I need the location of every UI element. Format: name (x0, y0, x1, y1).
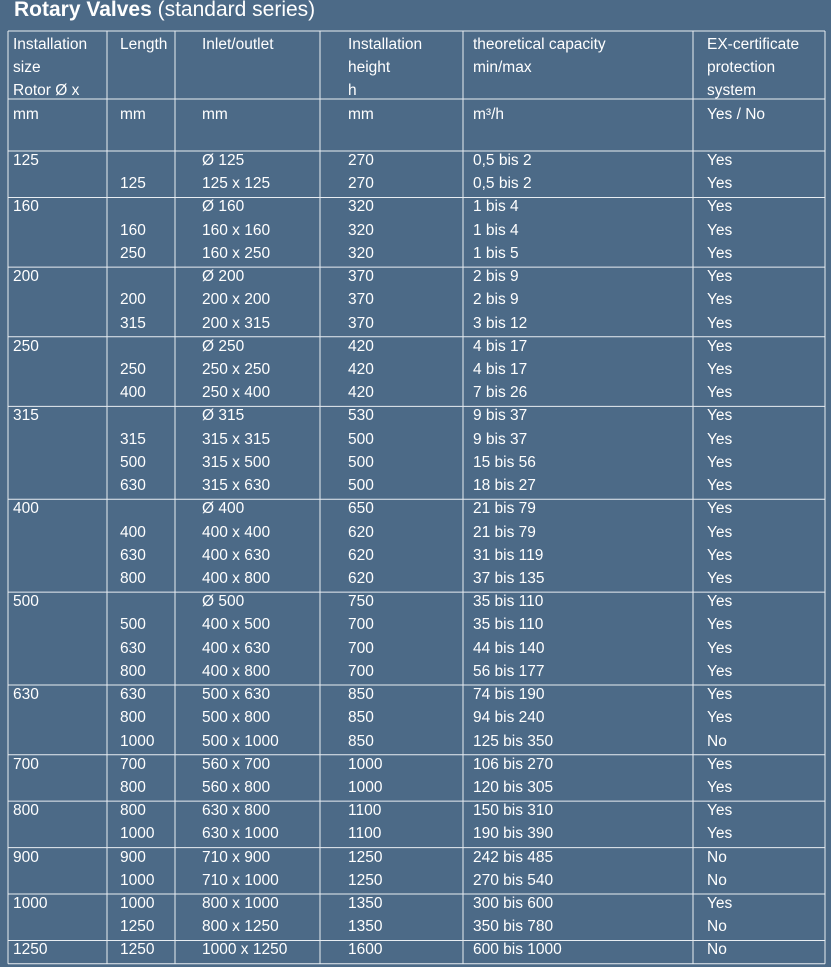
capacity-cell: 106 bis 270 (473, 755, 554, 773)
capacity-cell: 2 bis 9 (473, 291, 519, 309)
capacity-cell: 35 bis 110 (473, 616, 544, 634)
capacity-cell: 2 bis 9 (473, 268, 519, 286)
height-cell: 370 (348, 268, 374, 286)
height-cell: 500 (348, 430, 374, 448)
capacity-cell: 94 bis 240 (473, 709, 545, 727)
ex-cell: Yes (707, 430, 733, 448)
inlet-cell: 1000 x 1250 (202, 941, 288, 959)
ex-cell: Yes (707, 198, 733, 216)
size-cell: 1250 (13, 941, 48, 959)
capacity-cell: 600 bis 1000 (473, 941, 562, 959)
height-cell: 320 (348, 221, 374, 239)
header-height-line: height (348, 59, 391, 76)
ex-cell: Yes (707, 802, 733, 820)
height-cell: 850 (348, 686, 374, 704)
length-cell: 315 (120, 314, 146, 332)
header-ex-line: protection (707, 59, 776, 76)
inlet-cell: Ø 125 (202, 152, 245, 169)
length-cell: 700 (120, 755, 146, 773)
capacity-cell: 21 bis 79 (473, 500, 536, 518)
inlet-cell: Ø 400 (202, 500, 245, 518)
height-cell: 1000 (348, 755, 383, 773)
inlet-cell: Ø 500 (202, 593, 245, 611)
header-height-line: Installation (348, 36, 423, 53)
length-cell: 800 (120, 778, 146, 796)
height-cell: 1100 (348, 802, 382, 820)
length-cell: 250 (120, 360, 146, 378)
ex-cell: Yes (707, 360, 733, 378)
capacity-cell: 9 bis 37 (473, 430, 528, 448)
length-cell: 630 (120, 639, 146, 657)
ex-cell: Yes (707, 662, 733, 680)
inlet-cell: 125 x 125 (202, 175, 271, 193)
inlet-cell: 200 x 315 (202, 314, 271, 332)
inlet-cell: 710 x 1000 (202, 871, 279, 889)
length-cell: 500 (120, 616, 146, 634)
capacity-cell: 56 bis 177 (473, 662, 545, 680)
inlet-cell: 630 x 1000 (202, 825, 279, 843)
length-cell: 1250 (120, 918, 155, 936)
ex-cell: Yes (707, 686, 733, 704)
header-height-line: h (348, 82, 357, 99)
inlet-cell: 315 x 500 (202, 453, 271, 471)
inlet-cell: Ø 315 (202, 407, 245, 425)
inlet-cell: 500 x 1000 (202, 732, 279, 750)
size-cell: 400 (13, 500, 39, 518)
length-cell: 160 (120, 221, 146, 239)
capacity-cell: 4 bis 17 (473, 360, 528, 378)
inlet-cell: 500 x 630 (202, 686, 271, 704)
capacity-cell: 1 bis 4 (473, 198, 519, 216)
size-cell: 700 (13, 755, 39, 773)
inlet-cell: 315 x 315 (202, 430, 271, 448)
ex-cell: Yes (707, 453, 733, 471)
header-length-line: Length (120, 36, 168, 53)
capacity-cell: 120 bis 305 (473, 778, 554, 796)
unit-length: mm (120, 106, 146, 123)
height-cell: 1350 (348, 918, 383, 936)
length-cell: 250 (120, 244, 146, 262)
capacity-cell: 190 bis 390 (473, 825, 554, 843)
header-ex-line: system (707, 82, 757, 99)
height-cell: 1250 (348, 871, 383, 889)
header-size-line: size (13, 59, 41, 76)
inlet-cell: 800 x 1250 (202, 918, 279, 936)
ex-cell: Yes (707, 825, 733, 843)
ex-cell: Yes (707, 175, 733, 193)
size-cell: 160 (13, 198, 39, 216)
ex-cell: Yes (707, 337, 733, 355)
length-cell: 1000 (120, 732, 155, 750)
header-capacity-line: theoretical capacity (473, 36, 606, 53)
capacity-cell: 270 bis 540 (473, 871, 554, 889)
height-cell: 700 (348, 662, 374, 680)
size-cell: 200 (13, 268, 39, 286)
length-cell: 400 (120, 523, 146, 541)
length-cell: 200 (120, 291, 146, 309)
title-rest: (standard series) (151, 0, 316, 21)
ex-cell: Yes (707, 755, 733, 773)
capacity-cell: 44 bis 140 (473, 639, 545, 657)
height-cell: 1350 (348, 895, 383, 913)
ex-cell: Yes (707, 268, 733, 286)
size-cell: 1000 (13, 895, 48, 913)
capacity-cell: 9 bis 37 (473, 407, 528, 425)
ex-cell: Yes (707, 221, 733, 239)
ex-cell: Yes (707, 616, 733, 634)
unit-height: mm (348, 106, 374, 123)
length-cell: 630 (120, 546, 146, 564)
ex-cell: Yes (707, 639, 733, 657)
length-cell: 800 (120, 802, 146, 820)
capacity-cell: 18 bis 27 (473, 477, 536, 495)
ex-cell: Yes (707, 709, 733, 727)
size-cell: 500 (13, 593, 39, 611)
ex-cell: Yes (707, 384, 733, 402)
height-cell: 620 (348, 523, 374, 541)
header-inlet-line: Inlet/outlet (202, 36, 274, 53)
height-cell: 270 (348, 175, 374, 193)
length-cell: 1000 (120, 895, 155, 913)
capacity-cell: 350 bis 780 (473, 918, 554, 936)
ex-cell: Yes (707, 500, 733, 518)
size-cell: 315 (13, 407, 39, 425)
height-cell: 500 (348, 453, 374, 471)
capacity-cell: 35 bis 110 (473, 593, 544, 611)
inlet-cell: 400 x 800 (202, 569, 271, 587)
height-cell: 270 (348, 152, 374, 169)
ex-cell: No (707, 941, 727, 959)
header-size-line: Installation (13, 36, 88, 53)
capacity-cell: 37 bis 135 (473, 569, 545, 587)
header-size-line: Rotor Ø x (13, 82, 80, 99)
capacity-cell: 242 bis 485 (473, 848, 554, 866)
ex-cell: No (707, 871, 727, 889)
height-cell: 620 (348, 546, 374, 564)
ex-cell: Yes (707, 291, 733, 309)
height-cell: 420 (348, 337, 374, 355)
height-cell: 850 (348, 732, 374, 750)
header-capacity-line: min/max (473, 59, 532, 76)
inlet-cell: 160 x 250 (202, 244, 271, 262)
height-cell: 320 (348, 244, 374, 262)
length-cell: 630 (120, 477, 146, 495)
height-cell: 370 (348, 314, 374, 332)
inlet-cell: 630 x 800 (202, 802, 271, 820)
height-cell: 1250 (348, 848, 383, 866)
capacity-cell: 4 bis 17 (473, 337, 528, 355)
inlet-cell: 710 x 900 (202, 848, 271, 866)
inlet-cell: 200 x 200 (202, 291, 271, 309)
size-cell: 900 (13, 848, 39, 866)
length-cell: 500 (120, 453, 146, 471)
ex-cell: No (707, 918, 727, 936)
capacity-cell: 3 bis 12 (473, 314, 528, 332)
length-cell: 315 (120, 430, 146, 448)
header-ex-line: EX-certificate (707, 36, 800, 53)
inlet-cell: Ø 200 (202, 268, 245, 286)
inlet-cell: 250 x 250 (202, 360, 271, 378)
unit-inlet: mm (202, 106, 228, 123)
inlet-cell: 400 x 400 (202, 523, 271, 541)
inlet-cell: 800 x 1000 (202, 895, 279, 913)
height-cell: 500 (348, 477, 374, 495)
capacity-cell: 300 bis 600 (473, 895, 554, 913)
capacity-cell: 1 bis 4 (473, 221, 519, 239)
capacity-cell: 15 bis 56 (473, 453, 536, 471)
size-cell: 630 (13, 686, 39, 704)
inlet-cell: 400 x 630 (202, 639, 271, 657)
length-cell: 630 (120, 686, 146, 704)
inlet-cell: 315 x 630 (202, 477, 271, 495)
inlet-cell: 250 x 400 (202, 384, 271, 402)
height-cell: 420 (348, 384, 374, 402)
unit-capacity: m³/h (473, 106, 504, 123)
length-cell: 1250 (120, 941, 155, 959)
ex-cell: Yes (707, 569, 733, 587)
height-cell: 530 (348, 407, 374, 425)
length-cell: 900 (120, 848, 146, 866)
ex-cell: Yes (707, 593, 733, 611)
ex-cell: Yes (707, 778, 733, 796)
size-cell: 250 (13, 337, 39, 355)
length-cell: 1000 (120, 871, 155, 889)
ex-cell: Yes (707, 314, 733, 332)
ex-cell: Yes (707, 244, 733, 262)
capacity-cell: 0,5 bis 2 (473, 152, 532, 169)
size-cell: 125 (13, 152, 39, 169)
capacity-cell: 150 bis 310 (473, 802, 554, 820)
size-cell: 800 (13, 802, 39, 820)
inlet-cell: 500 x 800 (202, 709, 271, 727)
title-bold: Rotary Valves (14, 0, 152, 21)
height-cell: 700 (348, 616, 374, 634)
capacity-cell: 31 bis 119 (473, 546, 544, 564)
length-cell: 800 (120, 569, 146, 587)
ex-cell: No (707, 848, 727, 866)
unit-size: mm (13, 106, 39, 123)
capacity-cell: 0,5 bis 2 (473, 175, 532, 193)
inlet-cell: 160 x 160 (202, 221, 271, 239)
ex-cell: Yes (707, 407, 733, 425)
height-cell: 370 (348, 291, 374, 309)
height-cell: 750 (348, 593, 374, 611)
capacity-cell: 1 bis 5 (473, 244, 519, 262)
height-cell: 1600 (348, 941, 383, 959)
capacity-cell: 21 bis 79 (473, 523, 536, 541)
ex-cell: Yes (707, 152, 733, 169)
height-cell: 850 (348, 709, 374, 727)
length-cell: 1000 (120, 825, 155, 843)
inlet-cell: 400 x 630 (202, 546, 271, 564)
length-cell: 800 (120, 709, 146, 727)
capacity-cell: 125 bis 350 (473, 732, 554, 750)
ex-cell: Yes (707, 477, 733, 495)
unit-ex: Yes / No (707, 106, 766, 123)
height-cell: 620 (348, 569, 374, 587)
length-cell: 125 (120, 175, 146, 193)
inlet-cell: Ø 250 (202, 337, 245, 355)
length-cell: 800 (120, 662, 146, 680)
inlet-cell: 400 x 800 (202, 662, 271, 680)
inlet-cell: 560 x 800 (202, 778, 271, 796)
capacity-cell: 74 bis 190 (473, 686, 545, 704)
ex-cell: No (707, 732, 727, 750)
ex-cell: Yes (707, 523, 733, 541)
height-cell: 650 (348, 500, 374, 518)
height-cell: 320 (348, 198, 374, 216)
inlet-cell: Ø 160 (202, 198, 245, 216)
inlet-cell: 400 x 500 (202, 616, 271, 634)
ex-cell: Yes (707, 546, 733, 564)
height-cell: 420 (348, 360, 374, 378)
height-cell: 700 (348, 639, 374, 657)
capacity-cell: 7 bis 26 (473, 384, 528, 402)
height-cell: 1100 (348, 825, 382, 843)
length-cell: 400 (120, 384, 146, 402)
height-cell: 1000 (348, 778, 383, 796)
ex-cell: Yes (707, 895, 733, 913)
inlet-cell: 560 x 700 (202, 755, 271, 773)
